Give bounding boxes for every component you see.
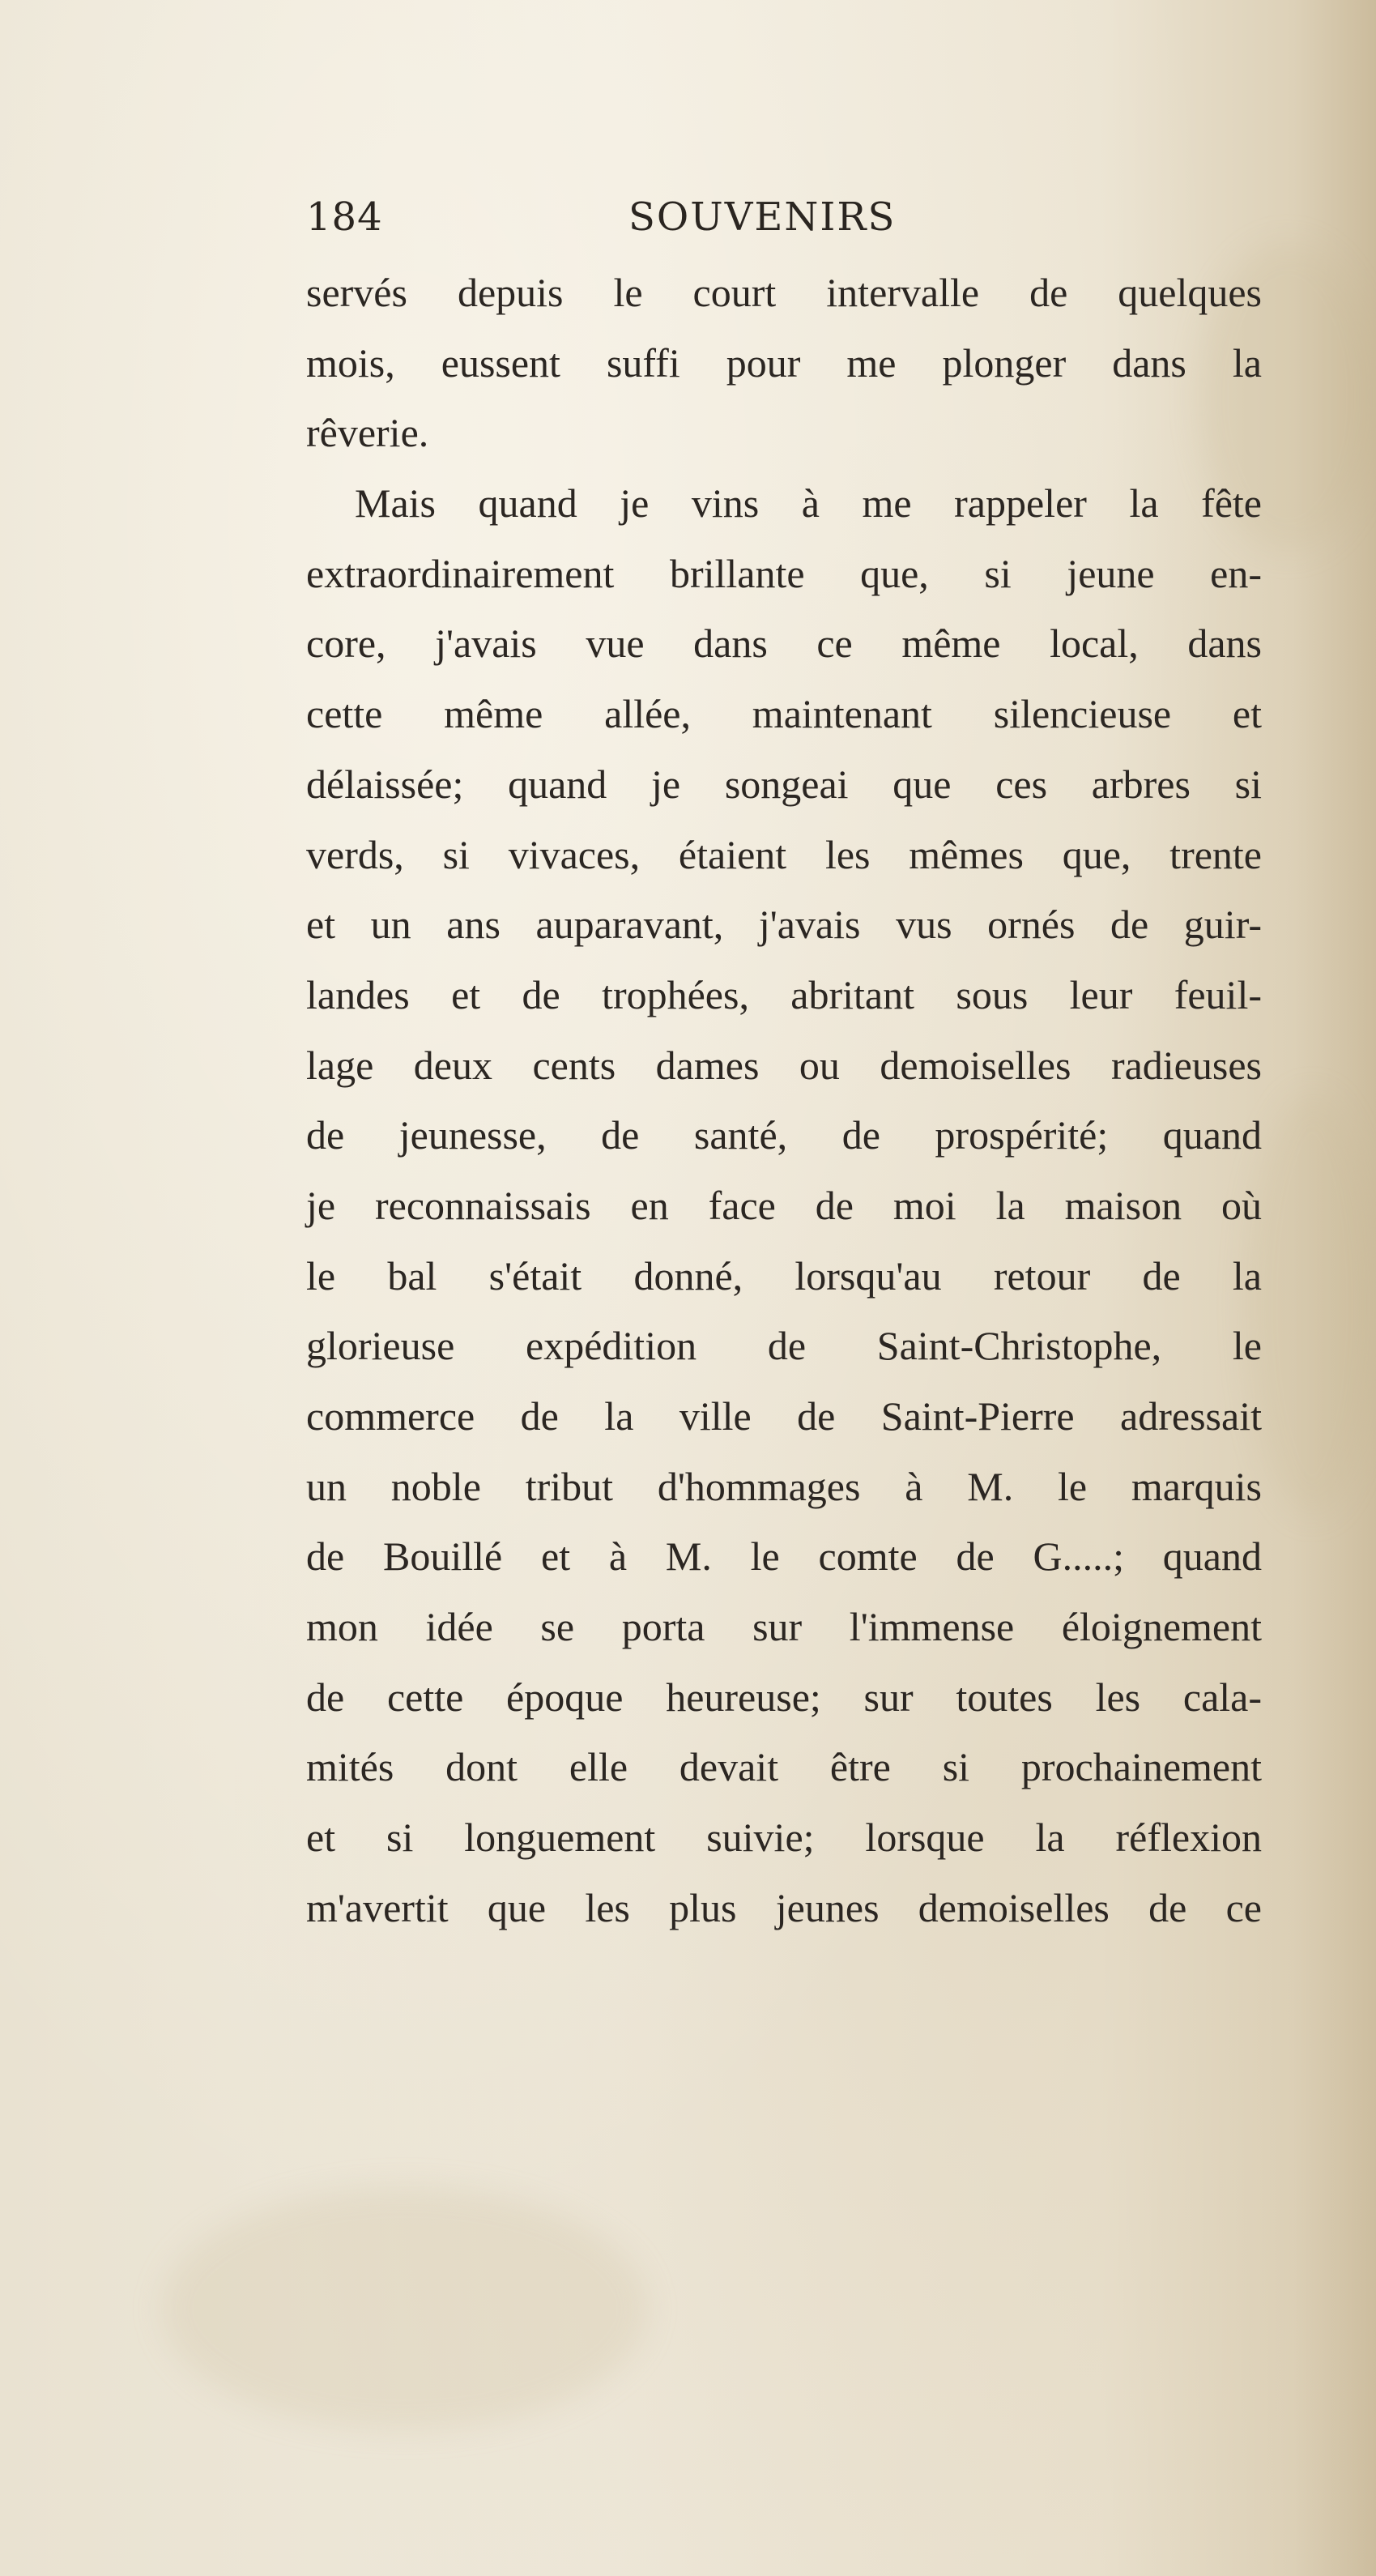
text-line: servés depuis le court intervalle de quelques bbox=[306, 270, 1262, 315]
text-line: délaissée; quand je songeai que ces arbres si bbox=[306, 761, 1262, 807]
text-line: lage deux cents dames ou demoiselles radieuses bbox=[306, 1042, 1262, 1088]
text-line: et si longuement suivie; lorsque la réflexion bbox=[306, 1815, 1262, 1861]
text-line: cette même allée, maintenant silencieuse et bbox=[306, 691, 1262, 737]
text-line: de jeunesse, de santé, de prospérité; quand bbox=[306, 1112, 1262, 1158]
text-line: de cette époque heureuse; sur toutes les cala- bbox=[306, 1674, 1262, 1720]
text-line: landes et de trophées, abritant sous leur feuil- bbox=[306, 971, 1262, 1017]
text-line: mités dont elle devait être si prochainement bbox=[306, 1744, 1262, 1790]
text-line: mois, eussent suffi pour me plonger dans la bbox=[306, 339, 1262, 386]
text-line: rêverie. bbox=[306, 410, 429, 456]
text-line: commerce de la ville de Saint-Pierre adressait bbox=[306, 1393, 1262, 1439]
running-head: SOUVENIRS bbox=[628, 194, 897, 240]
text-line: et un ans auparavant, j'avais vus ornés de guir- bbox=[306, 902, 1262, 948]
text-line: je reconnaissais en face de moi la maison où bbox=[306, 1182, 1262, 1228]
page-header bbox=[306, 194, 1262, 259]
text-line: core, j'avais vue dans ce même local, dans bbox=[306, 621, 1262, 667]
text-line: de Bouillé et à M. le comte de G.....; quand bbox=[306, 1533, 1262, 1580]
text-line: mon idée se porta sur l'immense éloignement bbox=[306, 1604, 1262, 1650]
text-line: m'avertit que les plus jeunes demoiselles de ce bbox=[306, 1884, 1262, 1930]
paper-stain bbox=[1247, 1094, 1376, 1515]
text-line: glorieuse expédition de Saint-Christophe, le bbox=[306, 1323, 1262, 1369]
text-line: verds, si vivaces, étaient les mêmes que, trente bbox=[306, 831, 1262, 877]
text-line: le bal s'était donné, lorsqu'au retour de la bbox=[306, 1252, 1262, 1299]
body-text bbox=[306, 258, 1262, 1943]
text-line: extraordinairement brillante que, si jeune en- bbox=[306, 550, 1262, 596]
text-line: un noble tribut d'hommages à M. le marquis bbox=[306, 1463, 1262, 1509]
page-number: 184 bbox=[306, 194, 383, 240]
paper-stain bbox=[162, 2187, 648, 2430]
text-line: Mais quand je vins à me rappeler la fête bbox=[355, 480, 1262, 527]
